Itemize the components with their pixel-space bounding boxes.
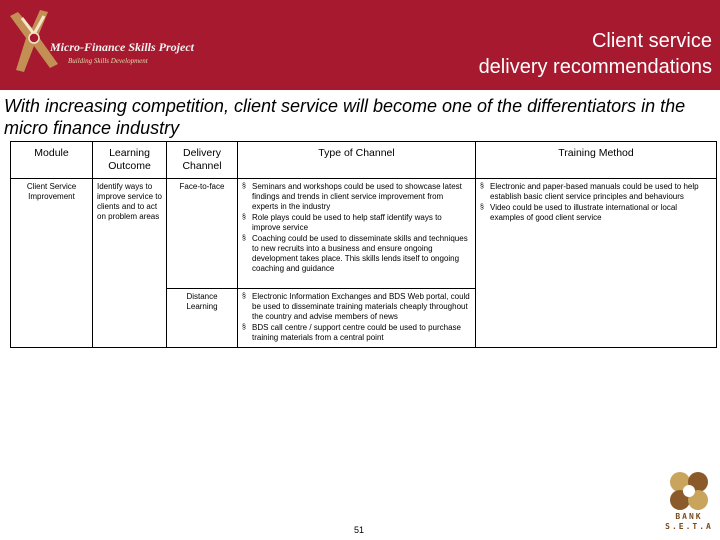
logo-name: Micro-Finance Skills Project [50,40,194,54]
type-of-channel-distance [238,289,476,348]
recommendations-table [10,141,717,348]
page-title [479,28,712,80]
module-cell: Client Service Improvement [11,179,93,348]
list-item: § Video could be used to illustrate international or local examples of good client service [480,203,678,222]
bullet-icon: § [242,235,246,242]
header-type-of-channel: Type of Channel [238,142,476,179]
bullet-icon: § [480,204,484,211]
header-training-method: Training Method [476,142,717,179]
page-number: 51 [354,525,365,535]
list-item: § Coaching could be used to disseminate skills and techniques to new recruits into a business and ensure ongoing development takes place. This skills lends itself to ongoing coaching and guidance [242,234,468,273]
bullet-icon: § [242,214,246,221]
bank-seta-logo [664,468,714,534]
list-item: § Role plays could be used to help staff identify ways to improve service [242,213,442,232]
learning-outcome-cell: Identify ways to improve service to clients and to act on problem areas [93,179,167,348]
bullet-icon: § [480,183,484,190]
list-item: § BDS call centre / support centre could be used to purchase training materials from a central point [242,323,462,342]
table-header-row [11,142,717,179]
bullet-icon: § [242,324,246,331]
bullet-icon: § [242,183,246,190]
bullet-icon: § [242,293,246,300]
table-row [11,179,717,289]
micro-finance-logo [4,8,194,78]
header-module: Module [11,142,93,179]
type-of-channel-face [238,179,476,289]
logo-tagline: Building Skills Development [68,57,148,65]
list-item: § Electronic Information Exchanges and BDS Web portal, could be used to disseminate training materials cheaply throughout the country and advise members of news [242,292,470,321]
list-item: § Electronic and paper-based manuals could be used to help establish basic client service principles and behaviours [480,182,699,201]
subtitle: With increasing competition, client service will become one of the differentiators in the micro finance industry [4,96,686,138]
delivery-channel-face: Face-to-face [167,179,238,289]
title-line-1: Client service [591,30,712,52]
training-method-cell [476,179,717,348]
header-banner [0,0,720,90]
bank-seta-emblem-icon [664,468,714,512]
header-delivery-channel: Delivery Channel [167,142,238,179]
list-item: § Seminars and workshops could be used to showcase latest findings and trends in client service improvement from experts in the industry [242,182,462,211]
title-line-2: delivery recommendations [478,56,712,78]
bank-seta-text: BANK S.E.T.A [665,512,713,531]
header-learning-outcome: Learning Outcome [93,142,167,179]
delivery-channel-distance: Distance Learning [167,289,238,348]
